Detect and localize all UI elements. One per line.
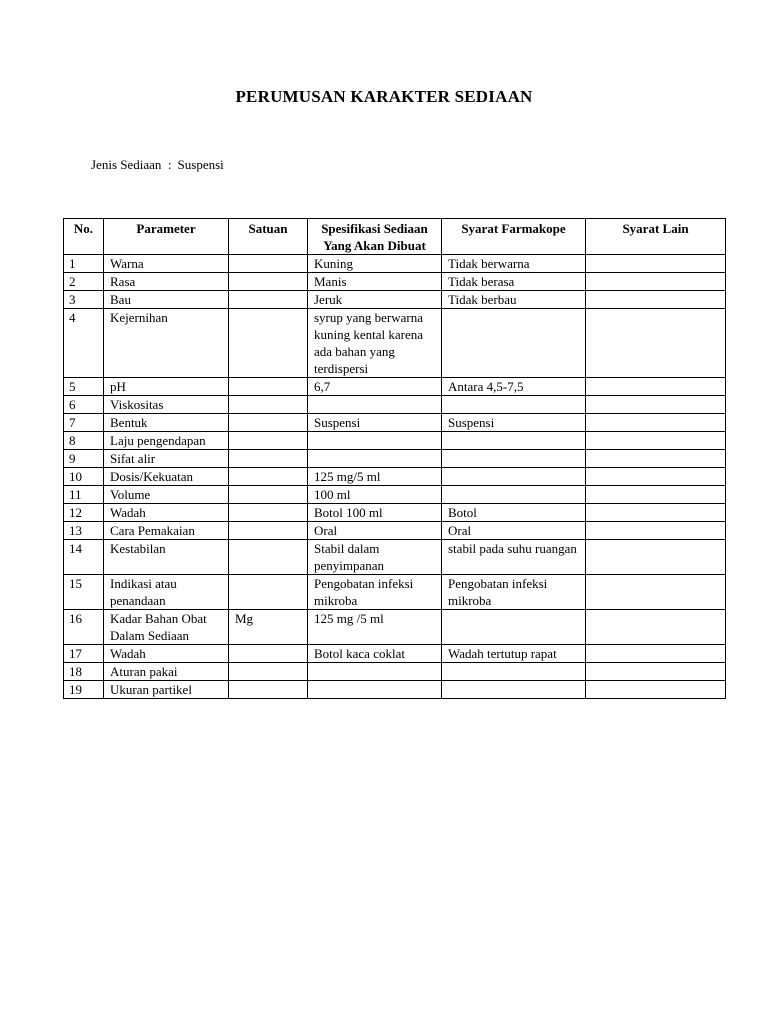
cell-parameter: Kejernihan [104, 309, 229, 378]
cell-satuan [229, 396, 308, 414]
cell-no: 7 [64, 414, 104, 432]
cell-satuan [229, 309, 308, 378]
cell-no: 9 [64, 450, 104, 468]
cell-no: 16 [64, 610, 104, 645]
cell-satuan [229, 486, 308, 504]
cell-spesifikasi [308, 681, 442, 699]
cell-syarat-lain [586, 378, 726, 396]
jenis-sediaan-value: Suspensi [177, 157, 224, 172]
cell-no: 2 [64, 273, 104, 291]
cell-no: 19 [64, 681, 104, 699]
table-row [64, 540, 726, 575]
cell-syarat-lain [586, 432, 726, 450]
table-row [64, 504, 726, 522]
table-row [64, 396, 726, 414]
table-row [64, 610, 726, 645]
header-no: No. [64, 219, 104, 255]
table-row [64, 450, 726, 468]
cell-no: 1 [64, 255, 104, 273]
table-row [64, 378, 726, 396]
cell-syarat-farmakope: stabil pada suhu ruangan [442, 540, 586, 575]
cell-satuan [229, 540, 308, 575]
cell-satuan [229, 575, 308, 610]
cell-spesifikasi: Botol kaca coklat [308, 645, 442, 663]
header-syarat-lain: Syarat Lain [586, 219, 726, 255]
cell-syarat-farmakope: Tidak berasa [442, 273, 586, 291]
cell-satuan [229, 273, 308, 291]
cell-spesifikasi: Oral [308, 522, 442, 540]
table-row [64, 255, 726, 273]
jenis-sediaan-separator: : [167, 157, 172, 172]
table-row [64, 663, 726, 681]
characteristics-table [63, 218, 726, 699]
cell-syarat-lain [586, 663, 726, 681]
cell-satuan [229, 504, 308, 522]
cell-spesifikasi: Suspensi [308, 414, 442, 432]
cell-no: 17 [64, 645, 104, 663]
cell-spesifikasi: Stabil dalam penyimpanan [308, 540, 442, 575]
cell-syarat-lain [586, 540, 726, 575]
cell-parameter: Dosis/Kekuatan [104, 468, 229, 486]
cell-no: 12 [64, 504, 104, 522]
cell-syarat-lain [586, 414, 726, 432]
cell-satuan: Mg [229, 610, 308, 645]
cell-syarat-lain [586, 610, 726, 645]
cell-syarat-farmakope: Pengobatan infeksi mikroba [442, 575, 586, 610]
table-row [64, 486, 726, 504]
table-row [64, 414, 726, 432]
cell-satuan [229, 255, 308, 273]
cell-parameter: Laju pengendapan [104, 432, 229, 450]
table-row [64, 432, 726, 450]
cell-syarat-lain [586, 486, 726, 504]
cell-no: 4 [64, 309, 104, 378]
cell-syarat-farmakope [442, 681, 586, 699]
cell-syarat-lain [586, 255, 726, 273]
cell-syarat-farmakope: Botol [442, 504, 586, 522]
cell-spesifikasi [308, 663, 442, 681]
cell-satuan [229, 645, 308, 663]
cell-satuan [229, 450, 308, 468]
cell-syarat-lain [586, 504, 726, 522]
cell-parameter: Sifat alir [104, 450, 229, 468]
cell-syarat-farmakope [442, 396, 586, 414]
cell-syarat-lain [586, 468, 726, 486]
cell-no: 18 [64, 663, 104, 681]
cell-syarat-farmakope: Wadah tertutup rapat [442, 645, 586, 663]
header-satuan: Satuan [229, 219, 308, 255]
cell-no: 8 [64, 432, 104, 450]
cell-parameter: Indikasi atau penandaan [104, 575, 229, 610]
cell-parameter: pH [104, 378, 229, 396]
cell-syarat-lain [586, 645, 726, 663]
table-row [64, 681, 726, 699]
cell-spesifikasi: Botol 100 ml [308, 504, 442, 522]
cell-syarat-lain [586, 575, 726, 610]
cell-syarat-farmakope [442, 486, 586, 504]
header-syarat-farmakope: Syarat Farmakope [442, 219, 586, 255]
cell-parameter: Wadah [104, 645, 229, 663]
cell-spesifikasi [308, 450, 442, 468]
cell-no: 6 [64, 396, 104, 414]
cell-parameter: Aturan pakai [104, 663, 229, 681]
cell-no: 13 [64, 522, 104, 540]
table-row [64, 645, 726, 663]
cell-satuan [229, 522, 308, 540]
cell-satuan [229, 414, 308, 432]
jenis-sediaan-label: Jenis Sediaan [91, 157, 162, 172]
cell-satuan [229, 432, 308, 450]
cell-parameter: Ukuran partikel [104, 681, 229, 699]
table-row [64, 522, 726, 540]
cell-no: 14 [64, 540, 104, 575]
cell-spesifikasi: Manis [308, 273, 442, 291]
table-row [64, 309, 726, 378]
jenis-sediaan-line [91, 157, 224, 173]
cell-parameter: Bentuk [104, 414, 229, 432]
cell-parameter: Viskositas [104, 396, 229, 414]
cell-parameter: Kestabilan [104, 540, 229, 575]
table-row [64, 273, 726, 291]
cell-syarat-farmakope [442, 610, 586, 645]
cell-spesifikasi: 125 mg /5 ml [308, 610, 442, 645]
page-title: PERUMUSAN KARAKTER SEDIAAN [235, 87, 533, 106]
table-row [64, 291, 726, 309]
cell-no: 11 [64, 486, 104, 504]
cell-spesifikasi: 125 mg/5 ml [308, 468, 442, 486]
cell-no: 5 [64, 378, 104, 396]
cell-syarat-lain [586, 396, 726, 414]
cell-satuan [229, 663, 308, 681]
cell-syarat-farmakope [442, 432, 586, 450]
cell-parameter: Wadah [104, 504, 229, 522]
cell-parameter: Volume [104, 486, 229, 504]
cell-syarat-farmakope [442, 663, 586, 681]
cell-syarat-farmakope: Antara 4,5-7,5 [442, 378, 586, 396]
cell-syarat-lain [586, 273, 726, 291]
cell-parameter: Rasa [104, 273, 229, 291]
table-row [64, 575, 726, 610]
cell-spesifikasi: Jeruk [308, 291, 442, 309]
cell-no: 15 [64, 575, 104, 610]
cell-syarat-farmakope: Oral [442, 522, 586, 540]
table-header-row [64, 219, 726, 255]
cell-satuan [229, 468, 308, 486]
cell-satuan [229, 291, 308, 309]
cell-syarat-lain [586, 450, 726, 468]
cell-satuan [229, 681, 308, 699]
cell-spesifikasi: syrup yang berwarna kuning kental karena ada bahan yang terdispersi [308, 309, 442, 378]
cell-syarat-farmakope: Suspensi [442, 414, 586, 432]
cell-spesifikasi: Pengobatan infeksi mikroba [308, 575, 442, 610]
cell-spesifikasi: Kuning [308, 255, 442, 273]
cell-syarat-farmakope: Tidak berwarna [442, 255, 586, 273]
cell-syarat-lain [586, 522, 726, 540]
cell-syarat-lain [586, 309, 726, 378]
header-parameter: Parameter [104, 219, 229, 255]
table-row [64, 468, 726, 486]
cell-no: 10 [64, 468, 104, 486]
header-spesifikasi: Spesifikasi Sediaan Yang Akan Dibuat [308, 219, 442, 255]
cell-syarat-lain [586, 291, 726, 309]
cell-spesifikasi [308, 396, 442, 414]
cell-parameter: Kadar Bahan Obat Dalam Sediaan [104, 610, 229, 645]
cell-syarat-farmakope [442, 450, 586, 468]
cell-parameter: Warna [104, 255, 229, 273]
cell-syarat-farmakope [442, 468, 586, 486]
cell-spesifikasi: 100 ml [308, 486, 442, 504]
cell-satuan [229, 378, 308, 396]
cell-syarat-lain [586, 681, 726, 699]
cell-parameter: Cara Pemakaian [104, 522, 229, 540]
cell-parameter: Bau [104, 291, 229, 309]
cell-syarat-farmakope: Tidak berbau [442, 291, 586, 309]
cell-spesifikasi: 6,7 [308, 378, 442, 396]
cell-syarat-farmakope [442, 309, 586, 378]
cell-spesifikasi [308, 432, 442, 450]
cell-no: 3 [64, 291, 104, 309]
